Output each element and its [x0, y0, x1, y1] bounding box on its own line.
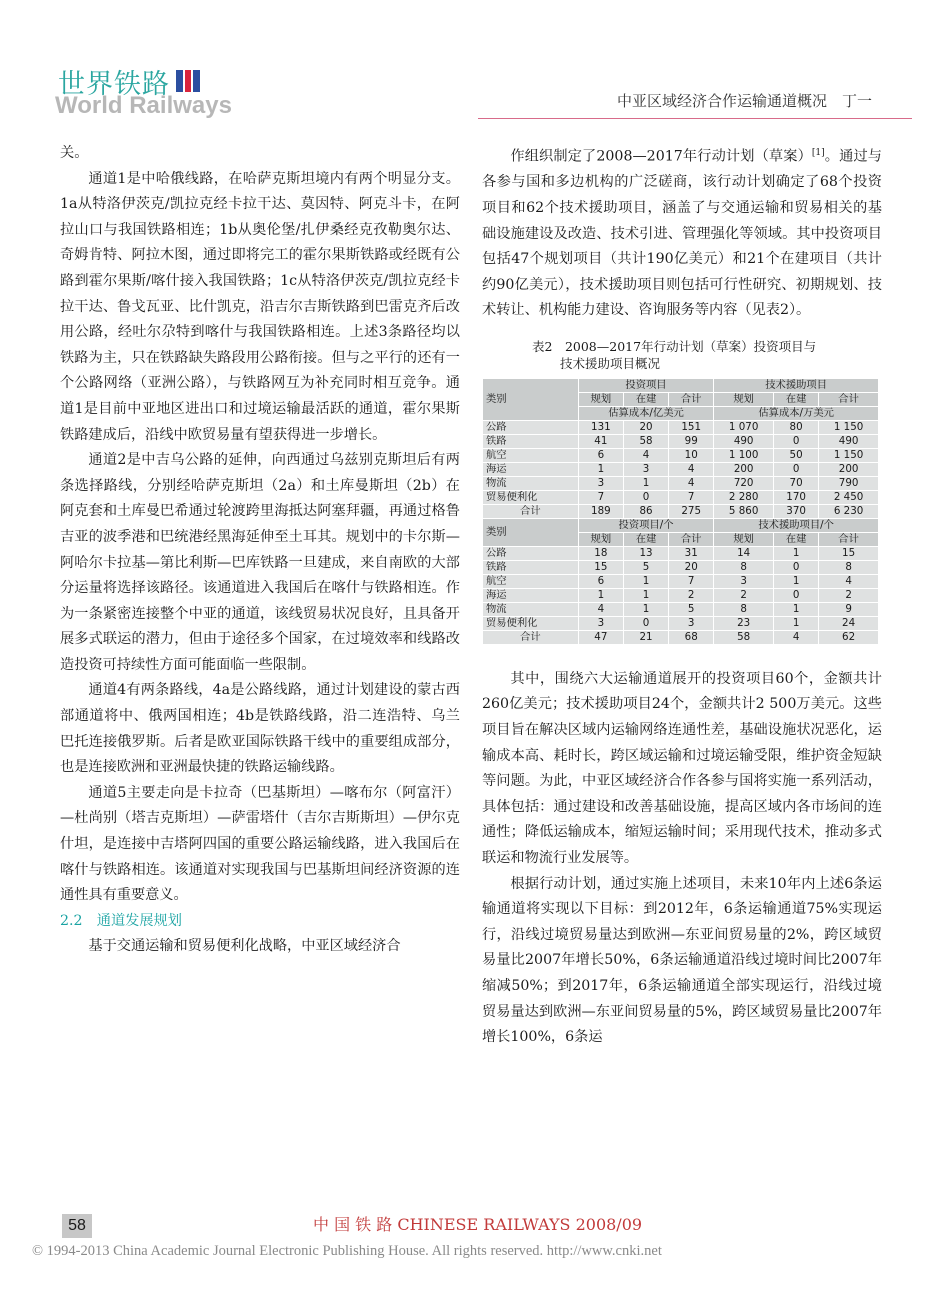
paragraph-left-2: 通道2是中吉乌公路的延伸，向西通过乌兹别克斯坦后有两条选择路线，分别经哈萨克斯坦（2a）和土库曼斯坦（2b）在阿克套和土库曼巴希通过轮渡跨里海抵达阿塞拜疆，再通过格鲁吉亚的波季港和巴统港经黑海延伸至土耳其。规划中的卡尔斯—阿哈尔卡拉基—第比利斯—巴库铁路一旦建成，来自南欧的大部分运量将选择该路径。该通道进入我国后在喀什与铁路相连。作为一条紧密连接整个中亚的通道，该线贸易状况良好，且具备开展多式联运的潜力，但由于途径多个国家，在过境效率和线路改造投资可持续性方面可能面临一些限制。 [60, 452, 460, 673]
table-row [483, 616, 879, 630]
paragraph-left-4: 通道5主要走向是卡拉奇（巴基斯坦）—喀布尔（阿富汗）—杜尚别（塔吉克斯坦）—萨雷塔什（吉尔吉斯斯坦）—伊尔克什坦，是连接中吉塔阿四国的重要公路运输线路，进入我国后在喀什与铁路相连。该通道对实现我国与巴基斯坦间经济资源的连通性具有重要意义。 [60, 784, 460, 904]
table-cell: 1 [623, 602, 668, 616]
table-cell: 贸易便利化 [483, 490, 579, 504]
table-cell: 4 [774, 630, 819, 644]
reference-marker: [1] [811, 148, 825, 158]
table-cell: 490 [714, 434, 774, 448]
table-cell: 合计 [669, 392, 714, 406]
paragraph-left-0: 关。 [60, 145, 89, 161]
table-cell: 8 [819, 560, 879, 574]
table-cell: 合计 [669, 532, 714, 546]
table-cell: 在建 [623, 392, 668, 406]
paragraph-text: 。通过与各参与国和多边机构的广泛磋商，该行动计划确定了68个投资项目和62个技术援助项目，涵盖了与交通运输和贸易相关的基础设施建设及改造、技术引进、管理强化等领域。其中投资项目包括47个规划项目（共计190亿美元）和21个在建项目（共计约90亿美元），技术援助项目则包括可行性研究、初期规划、技术转让、机构能力建设、咨询服务等内容（见表2）。 [482, 148, 882, 319]
logo-english: World Railways [55, 92, 232, 119]
table-cell: 5 860 [714, 504, 774, 518]
table-cell: 170 [774, 490, 819, 504]
table-cell: 7 [669, 490, 714, 504]
paragraph-text: 作组织制定了2008—2017年行动计划（草案） [510, 148, 812, 165]
table-cell: 铁路 [483, 434, 579, 448]
table-cell: 规划 [714, 532, 774, 546]
table-cell: 1 [774, 602, 819, 616]
table-cell: 规划 [578, 532, 623, 546]
right-column [482, 141, 882, 1051]
table-cell: 合计 [483, 630, 579, 644]
copyright-notice: © 1994-2013 China Academic Journal Electronic Publishing House. All rights reserved. http://www.cnki.net [32, 1243, 662, 1259]
table-cell: 8 [714, 602, 774, 616]
table-cell: 7 [578, 490, 623, 504]
table-cell: 4 [623, 448, 668, 462]
table-cell: 投资项目 [578, 378, 714, 392]
table-caption [532, 338, 882, 372]
table-cell: 估算成本/万美元 [714, 406, 879, 420]
table-row [483, 630, 879, 644]
table-cell: 投资项目/个 [578, 518, 714, 532]
table-cell: 1 [774, 546, 819, 560]
table-cell: 2 [714, 588, 774, 602]
table-row [483, 504, 879, 518]
table-cell: 0 [774, 560, 819, 574]
table-cell: 规划 [714, 392, 774, 406]
page-number: 58 [62, 1214, 92, 1238]
table-cell: 3 [578, 616, 623, 630]
table-cell: 1 [623, 574, 668, 588]
table-cell: 技术援助项目 [714, 378, 879, 392]
table-cell: 0 [774, 462, 819, 476]
table-cell: 200 [819, 462, 879, 476]
table-cell: 在建 [623, 532, 668, 546]
table-cell: 3 [669, 616, 714, 630]
table-cell: 合计 [483, 504, 579, 518]
paragraph-right-1: 其中，围绕六大运输通道展开的投资项目60个，金额共计260亿美元；技术援助项目24个，金额共计2 500万美元。这些项目旨在解决区域内运输网络连通性差，基础设施状况恶化，运输成本高、耗时长，跨区域运输和过境运输受限，维护资金短缺等问题。为此，中亚区域经济合作各参与国将实施一系列活动，具体包括：通过建设和改善基础设施，提高区域内各市场间的连通性；降低运输成本，缩短运输时间；采用现代技术，推动多式联运和物流行业发展等。 [482, 670, 882, 867]
data-table [482, 378, 879, 645]
table-row [483, 490, 879, 504]
table-cell: 9 [819, 602, 879, 616]
table-cell: 99 [669, 434, 714, 448]
table-row [483, 434, 879, 448]
table-row [483, 378, 879, 392]
table-row [483, 420, 879, 434]
table-cell: 23 [714, 616, 774, 630]
left-column [60, 141, 460, 960]
table-cell: 4 [819, 574, 879, 588]
table-cell: 490 [819, 434, 879, 448]
paragraph-right-0 [482, 141, 882, 324]
table-cell: 贸易便利化 [483, 616, 579, 630]
table-row [483, 448, 879, 462]
paragraph-right-2: 根据行动计划，通过实施上述项目，未来10年内上述6条运输通道将实现以下目标：到2012年，6条运输通道75%实现运行，沿线过境贸易量达到欧洲—东亚间贸易量的2%，跨区域贸易量比2007年增长50%，6条运输通道沿线过境时间比2007年缩减50%；到2017年，6条运输通道全部实现运行，沿线过境贸易量达到欧洲—东亚间贸易量的5%，跨区域贸易量比2007年增长100%，6条运 [482, 875, 882, 1046]
table-row [483, 588, 879, 602]
table-cell: 47 [578, 630, 623, 644]
table-cell: 2 280 [714, 490, 774, 504]
table-cell: 4 [578, 602, 623, 616]
table-cell: 航空 [483, 574, 579, 588]
table-cell: 720 [714, 476, 774, 490]
table-cell: 1 100 [714, 448, 774, 462]
table-cell: 7 [669, 574, 714, 588]
table-row [483, 560, 879, 574]
table-cell: 4 [669, 462, 714, 476]
table-cell: 1 [623, 476, 668, 490]
table-cell: 1 [623, 588, 668, 602]
table-cell: 41 [578, 434, 623, 448]
table-cell: 物流 [483, 602, 579, 616]
table-cell: 14 [714, 546, 774, 560]
table-cell: 70 [774, 476, 819, 490]
table-cell: 1 [774, 616, 819, 630]
table-cell: 合计 [819, 392, 879, 406]
table-cell: 3 [623, 462, 668, 476]
table-cell: 3 [714, 574, 774, 588]
right-column-lower [482, 667, 882, 1051]
table-cell: 50 [774, 448, 819, 462]
table-cell: 370 [774, 504, 819, 518]
table-cell: 合计 [819, 532, 879, 546]
table-cell: 海运 [483, 588, 579, 602]
table-cell: 31 [669, 546, 714, 560]
table-cell: 8 [714, 560, 774, 574]
table-cell: 13 [623, 546, 668, 560]
table-row [483, 546, 879, 560]
table-cell: 24 [819, 616, 879, 630]
table-cell: 2 [669, 588, 714, 602]
table-cell: 航空 [483, 448, 579, 462]
table-cell: 5 [669, 602, 714, 616]
table-cell: 275 [669, 504, 714, 518]
table-cell: 58 [714, 630, 774, 644]
table-cell: 3 [578, 476, 623, 490]
table-cell: 68 [669, 630, 714, 644]
table-cell: 2 [819, 588, 879, 602]
table-cell: 物流 [483, 476, 579, 490]
logo-mark-icon [176, 70, 200, 92]
section-heading: 2.2 通道发展规划 [60, 912, 182, 929]
logo-chinese: 世界铁路 [58, 69, 170, 100]
table-cell: 铁路 [483, 560, 579, 574]
table-cell: 189 [578, 504, 623, 518]
table-cell: 0 [774, 434, 819, 448]
table-cell: 估算成本/亿美元 [578, 406, 714, 420]
magazine-issue: 中 国 铁 路 CHINESE RAILWAYS 2008/09 [313, 1215, 643, 1234]
table-cell: 200 [714, 462, 774, 476]
paragraph-left-6: 基于交通运输和贸易便利化战略，中亚区域经济合 [88, 938, 401, 955]
table-cell: 0 [623, 490, 668, 504]
table-cell: 6 [578, 448, 623, 462]
table-cell: 在建 [774, 392, 819, 406]
table-cell: 规划 [578, 392, 623, 406]
table-cell: 1 150 [819, 420, 879, 434]
table-cell: 海运 [483, 462, 579, 476]
table-cell: 1 [578, 462, 623, 476]
table-cell: 62 [819, 630, 879, 644]
table-cell: 1 150 [819, 448, 879, 462]
table-cell: 0 [774, 588, 819, 602]
table-cell: 10 [669, 448, 714, 462]
table-cell: 86 [623, 504, 668, 518]
table-cell: 58 [623, 434, 668, 448]
table-row [483, 574, 879, 588]
table-cell: 4 [669, 476, 714, 490]
table-cell: 2 450 [819, 490, 879, 504]
table-cell: 0 [623, 616, 668, 630]
table-cell: 在建 [774, 532, 819, 546]
table-cell: 151 [669, 420, 714, 434]
header-divider [478, 118, 912, 119]
table-cell: 类别 [483, 378, 579, 420]
table-cell: 1 070 [714, 420, 774, 434]
table-row [483, 462, 879, 476]
table-cell: 18 [578, 546, 623, 560]
paragraph-left-3: 通道4有两条路线，4a是公路线路，通过计划建设的蒙古西部通道将中、俄两国相连；4b是铁路线路，沿二连浩特、乌兰巴托连接俄罗斯。后者是欧亚国际铁路干线中的重要组成部分，也是连接欧洲和亚洲最快捷的铁路运输线路。 [60, 682, 460, 776]
table-cell: 1 [774, 574, 819, 588]
table-row [483, 518, 879, 532]
table-cell: 5 [623, 560, 668, 574]
table-cell: 6 230 [819, 504, 879, 518]
table-cell: 80 [774, 420, 819, 434]
table-cell: 790 [819, 476, 879, 490]
table-cell: 15 [819, 546, 879, 560]
table-cell: 21 [623, 630, 668, 644]
table-cell: 15 [578, 560, 623, 574]
table-cell: 1 [578, 588, 623, 602]
table-cell: 公路 [483, 546, 579, 560]
table-row [483, 476, 879, 490]
table-cell: 技术援助项目/个 [714, 518, 879, 532]
table-caption-line: 技术援助项目概况 [560, 355, 661, 371]
table-row [483, 602, 879, 616]
table-cell: 类别 [483, 518, 579, 546]
table-cell: 公路 [483, 420, 579, 434]
table-cell: 6 [578, 574, 623, 588]
article-running-title: 中亚区域经济合作运输通道概况 丁一 [616, 92, 872, 110]
table-caption-line: 表2 2008—2017年行动计划（草案）投资项目与 [532, 338, 817, 354]
table-cell: 20 [623, 420, 668, 434]
table-cell: 131 [578, 420, 623, 434]
table-cell: 20 [669, 560, 714, 574]
paragraph-left-1: 通道1是中哈俄线路，在哈萨克斯坦境内有两个明显分支。1a从特洛伊茨克/凯拉克经卡拉干达、莫因特、阿克斗卡，在阿拉山口与我国铁路相连；1b从奥伦堡/扎伊桑经克孜勒奥尔达、奇姆肯特、阿拉木图，通过即将完工的霍尔果斯铁路或经既有公路到霍尔果斯/喀什接入我国铁路；1c从特洛伊茨克/凯拉克经卡拉干达、鲁戈瓦亚、比什凯克，沿吉尔吉斯铁路到巴雷克齐后改用公路，经吐尔尕特到喀什与我国铁路相连。上述3条路径均以铁路为主，只在铁路缺失路段用公路衔接。但与之平行的还有一个公路网络（亚洲公路），与铁路网互为补充同时相互竞争。通道1是目前中亚地区进出口和过境运输最活跃的通道，霍尔果斯铁路建成后，沿线中欧贸易量有望获得进一步增长。 [60, 170, 460, 443]
